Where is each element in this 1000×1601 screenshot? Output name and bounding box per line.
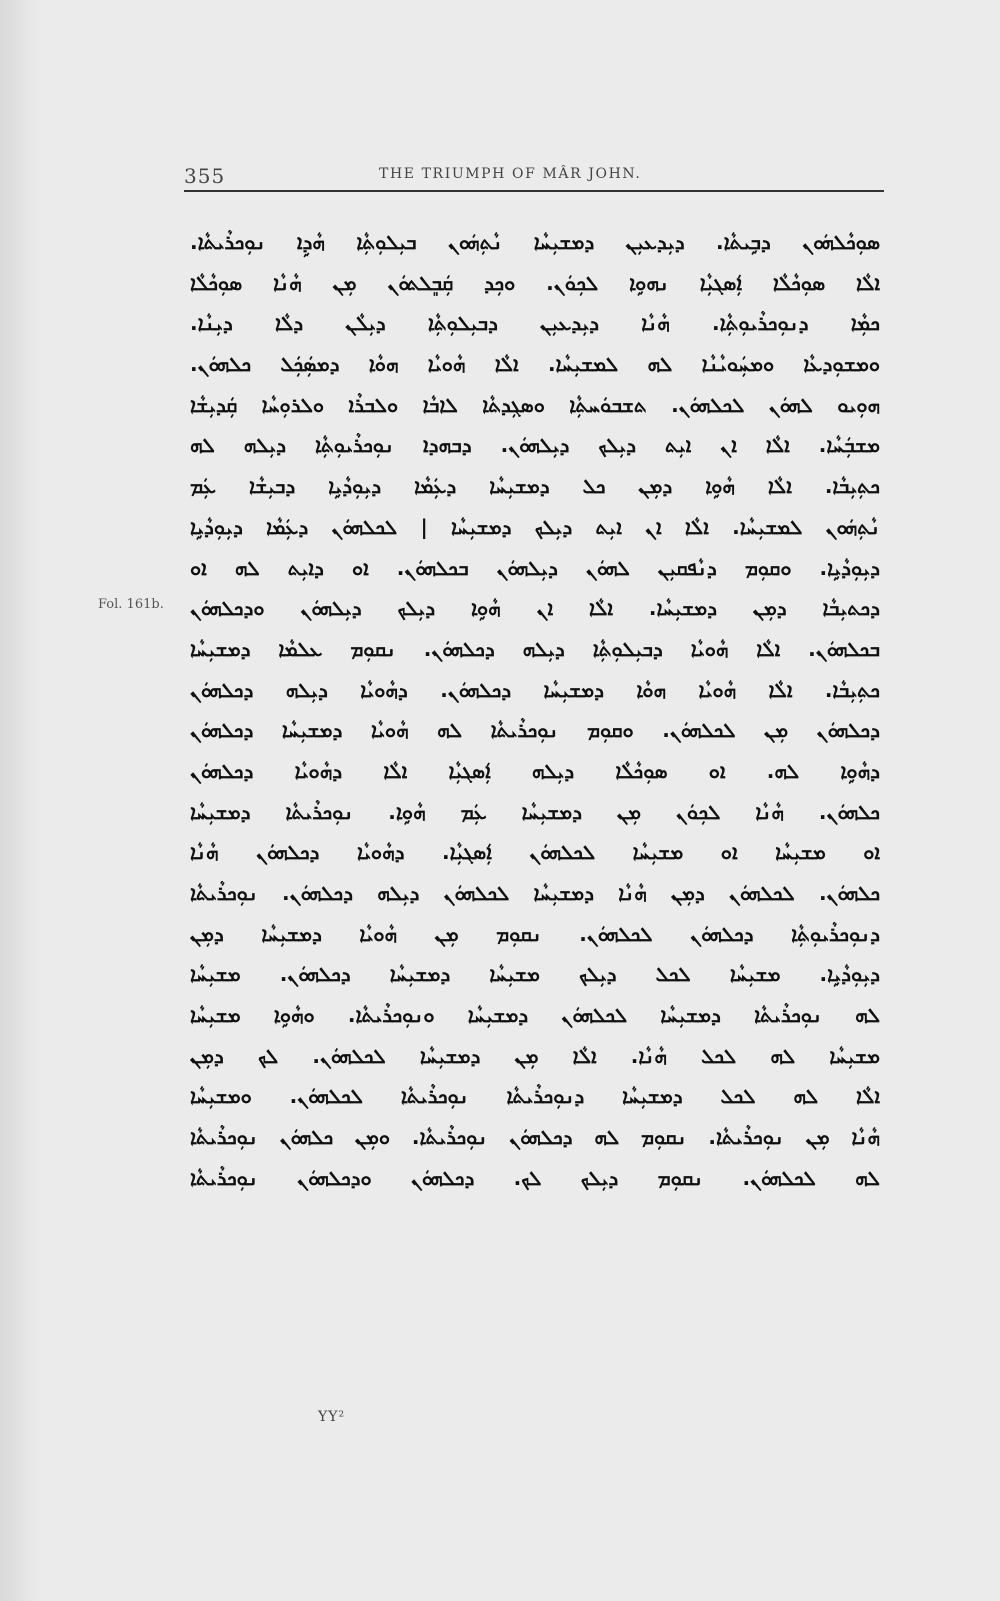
syriac-text-line: ܗܵܢܵܐ ܡܼܢ ܢܘܼܟܪܵܝܬܵܐ. ܢܩܘܼܡ ܠܗ ܕܟܠܗܘܿܢ ܢܘܼܟܪܵܝܬܵܐ. ܘܡܼܢ ܟܠܗܘܿܢ ܢܘܼܟܪܵܝܬܵܐ [190,1125,880,1150]
running-title: THE TRIUMPH OF MÂR JOHN. [379,166,642,182]
syriac-text-line: ܡܫܒܲܚܵܐ. ܐܠܵܐ ܐܢ ܐܝܼܬ ܕܝܼܠܟ ܕܝܼܠܗܘܿܢ. ܕܒܗܕܐ ܢܘܼܟܪܵܝܘܼܬܼܵܐ ܕܝܼܠܗ ܠܗ [190,433,880,458]
syriac-text-line: ܘܡܫܘܼܕܥܵܐ ܘܡܚܲܘܝܵܢܵܐ ܠܗ ܠܡܫܝܼܚܵܐ. ܐܠܵܐ ܗܵܘܝܵܐ ܗܘܵܐ ܕܡܣܲܟܲܠ ܟܠܗܘܿܢ. [190,352,880,377]
syriac-text-line: ܣܘܼܟܵܠܗܿܘܢ ܕܒܹܝܬܵܐ. ܕܝܼܕܥܝܼܢ ܕܡܫܝܼܚܵܐ ܢܵܬܼܗܿܘܢ ܒܝܼܠܘܼܬܼܵܐ ܗܵܕܹܐ ܢܘܼܟܪܵܝܬܵܐ. [190,230,880,254]
syriac-text-line: ܠܗ ܠܟܠܗܘܿܢ. ܢܩܘܼܡ ܕܝܼܠܟ ܠܟ. ܕܟܠܗܘܿܢ ܘܕܟܠܗܘܿܢ ܢܘܼܟܪܵܝܬܵܐ [190,1165,880,1190]
syriac-text-line: ܟܡܼܵܐ ܕܢܘܼܟܪܵܝܘܼܬܼܵܐ. ܗܵܢܵܐ ܕܝܼܕܥܝܼܢ ܕܒܝܼܠܘܼܬܼܵܐ ܕܝܼܠܵܢ ܕܠܵܐ ܕܝܼܢܵܐ. [190,311,880,336]
syriac-text-line: ܟܠܗܘܿܢ. ܗܵܢܵܐ ܠܟܼܘܿܢ ܡܼܢ ܕܡܫܝܼܚܵܐ ܥܲܡ ܗܵܘܹܐ. ܢܘܼܟܪܵܝܬܵܐ ܕܡܫܝܼܚܵܐ [190,799,880,824]
syriac-text-line: ܕܗܵܘܹܐ ܠܗ. ܐܘ ܣܘܼܟܵܠܵܐ ܕܝܼܠܗ ܐܲܣܓܝܼܵܐ ܐܠܵܐ ܕܗܵܘܝܵܐ ܕܟܠܗܘܿܢ [190,758,880,783]
syriac-text-line: ܢܵܬܼܗܿܘܢ ܠܡܫܝܼܚܵܐ. ܐܠܵܐ ܐܢ ܐܝܼܬ ܕܝܼܠܟ ܕܡܫܝܼܚܵܐ | ܠܟܠܗܘܿܢ ܕܥܲܡܵܐ ܕܝܼܘܼܕܵܝܹܐ [190,514,880,539]
syriac-text-line: ܒܟܠܗܘܿܢ. ܐܠܵܐ ܗܵܘܝܵܐ ܕܒܝܼܠܘܼܬܼܵܐ ܕܝܼܠܗ ܕܟܠܗܘܿܢ. ܢܩܘܼܡ ܥܠܡܵܐ ܕܡܫܝܼܚܵܐ [190,636,880,661]
syriac-text-line: ܡܫܝܼܚܵܐ ܠܗ ܠܟܠ ܗܵܢܵܐ. ܐܠܵܐ ܡܼܢ ܕܡܫܝܼܚܵܐ ܠܟܠܗܘܿܢ. ܠܟ ܕܡܼܢ [190,1043,880,1068]
syriac-text-line: ܟܬܼܝܼܒܵܐ. ܐܠܵܐ ܗܵܘܹܐ ܕܡܼܢ ܟܠ ܕܡܫܝܼܚܵܐ ܕܥܲܡܵܐ ܕܝܼܘܼܕܵܝܹܐ ܕܒܝܼܫܵܐ ܥܲܡ [190,474,880,499]
syriac-text-line: ܕܟܬܝܼܒܵܐ ܕܡܼܢ ܕܡܫܝܼܚܵܐ. ܐܠܵܐ ܐܢ ܗܵܘܹܐ ܕܝܼܠܟ ܕܝܼܠܗܘܿܢ ܘܕܟܠܗܘܿܢ [190,596,880,621]
signature-mark: YY² [318,1409,346,1425]
syriac-text-line: ܟܬܼܝܼܒܵܐ. ܐܠܵܐ ܗܵܘܝܵܐ ܗܘܵܐ ܕܡܫܝܼܚܵܐ ܕܟܠܗܘܿܢ. ܕܗܵܘܝܵܐ ܕܝܼܠܗ ܕܟܠܗܘܿܢ [190,677,880,702]
syriac-text-line: ܐܠܵܐ ܠܗ ܠܟܠ ܕܡܫܝܼܚܵܐ ܕܢܘܼܟܪܵܝܬܵܐ ܢܘܼܟܪܵܝܬܵܐ ܠܟܠܗܘܿܢ. ܘܡܫܝܼܚܵܐ [190,1084,880,1109]
page-header [184,160,884,194]
syriac-text-line: ܕܝܼܘܼܕܵܝܹܐ. ܡܫܝܼܚܵܐ ܠܟܠ ܕܝܼܠܟ ܡܫܝܼܚܵܐ ܕܡܫܝܼܚܵܐ ܕܟܠܗܘܿܢ. ܡܫܝܼܚܵܐ [190,962,880,987]
header-rule [184,190,884,192]
page-shadow [0,0,40,1601]
syriac-text-block [190,230,880,1207]
syriac-text-line: ܐܠܵܐ ܣܘܼܟܵܠܵܐ ܐܲܣܓܝܼܵܐ ܢܗܘܹܐ ܠܟܼܘܿܢ. ܘܟܼܕ ܩܲܒܸܠܬܘܿܢ ܡܼܢ ܗܵܢܵܐ ܣܘܼܟܵܠܵܐ [190,270,880,295]
syriac-text-line: ܐܘ ܡܫܝܼܚܵܐ ܐܘ ܡܫܝܼܚܵܐ ܠܟܠܗܘܿܢ ܐܲܣܓܝܼܵܐ. ܕܗܵܘܝܵܐ ܕܟܠܗܘܿܢ ܗܵܢܵܐ [190,840,880,865]
syriac-text-line: ܕܟܠܗܘܿܢ ܡܼܢ ܠܟܠܗܘܿܢ. ܘܩܘܼܡ ܢܘܼܟܪܵܝܬܵܐ ܠܗ ܗܵܘܝܵܐ ܕܡܫܝܼܚܵܐ ܕܟܠܗܘܿܢ [190,718,880,743]
syriac-text-line: ܠܗ ܢܘܼܟܪܵܝܬܵܐ ܕܡܫܝܼܚܵܐ ܠܟܠܗܘܿܢ ܕܡܫܝܼܚܵܐ ܘܢܘܼܟܪܵܝܬܵܐ. ܘܗܵܘܹܐ ܡܫܝܼܚܵܐ [190,1003,880,1028]
syriac-text-line: ܕܝܼܘܼܕܵܝܹܐ. ܘܩܘܼܡ ܕܢܵܦܩܝܼܢ ܠܗܘܿܢ ܕܝܼܠܗܘܿܢ ܒܟܠܗܘܿܢ. ܐܘ ܕܐܝܼܬ ܠܗ ܐܘ [190,555,880,580]
page-number: 355 [184,164,226,188]
syriac-text-line: ܕܢܘܼܟܪܵܝܘܼܬܼܵܐ ܕܟܠܗܘܿܢ ܠܟܠܗܘܿܢ. ܢܩܘܼܡ ܡܼܢ ܗܵܘܝܵܐ ܕܡܫܝܼܚܵܐ ܕܡܼܢ [190,921,880,946]
folio-margin-note: Fol. 161b. [98,597,164,612]
syriac-text-line: ܗܘܼܝܘ ܠܗܘܿܢ ܠܟܠܗܘܿܢ. ܬܫܒܘܿܚܬܼܵܐ ܘܣܓܼܕܬܵܐ ܠܐܒܵܐ ܘܠܒܪܵܐ ܘܠܪܘܼܚܵܐ ܩܲܕܝܼܫܵܐ [190,392,880,417]
syriac-text-line: ܟܠܗܘܿܢ. ܠܟܠܗܘܿܢ ܕܡܼܢ ܗܵܢܵܐ ܕܡܫܝܼܚܵܐ ܠܟܠܗܘܿܢ ܕܝܼܠܗ ܕܟܠܗܘܿܢ. ܢܘܼܟܪܵܝܬܵܐ [190,881,880,905]
